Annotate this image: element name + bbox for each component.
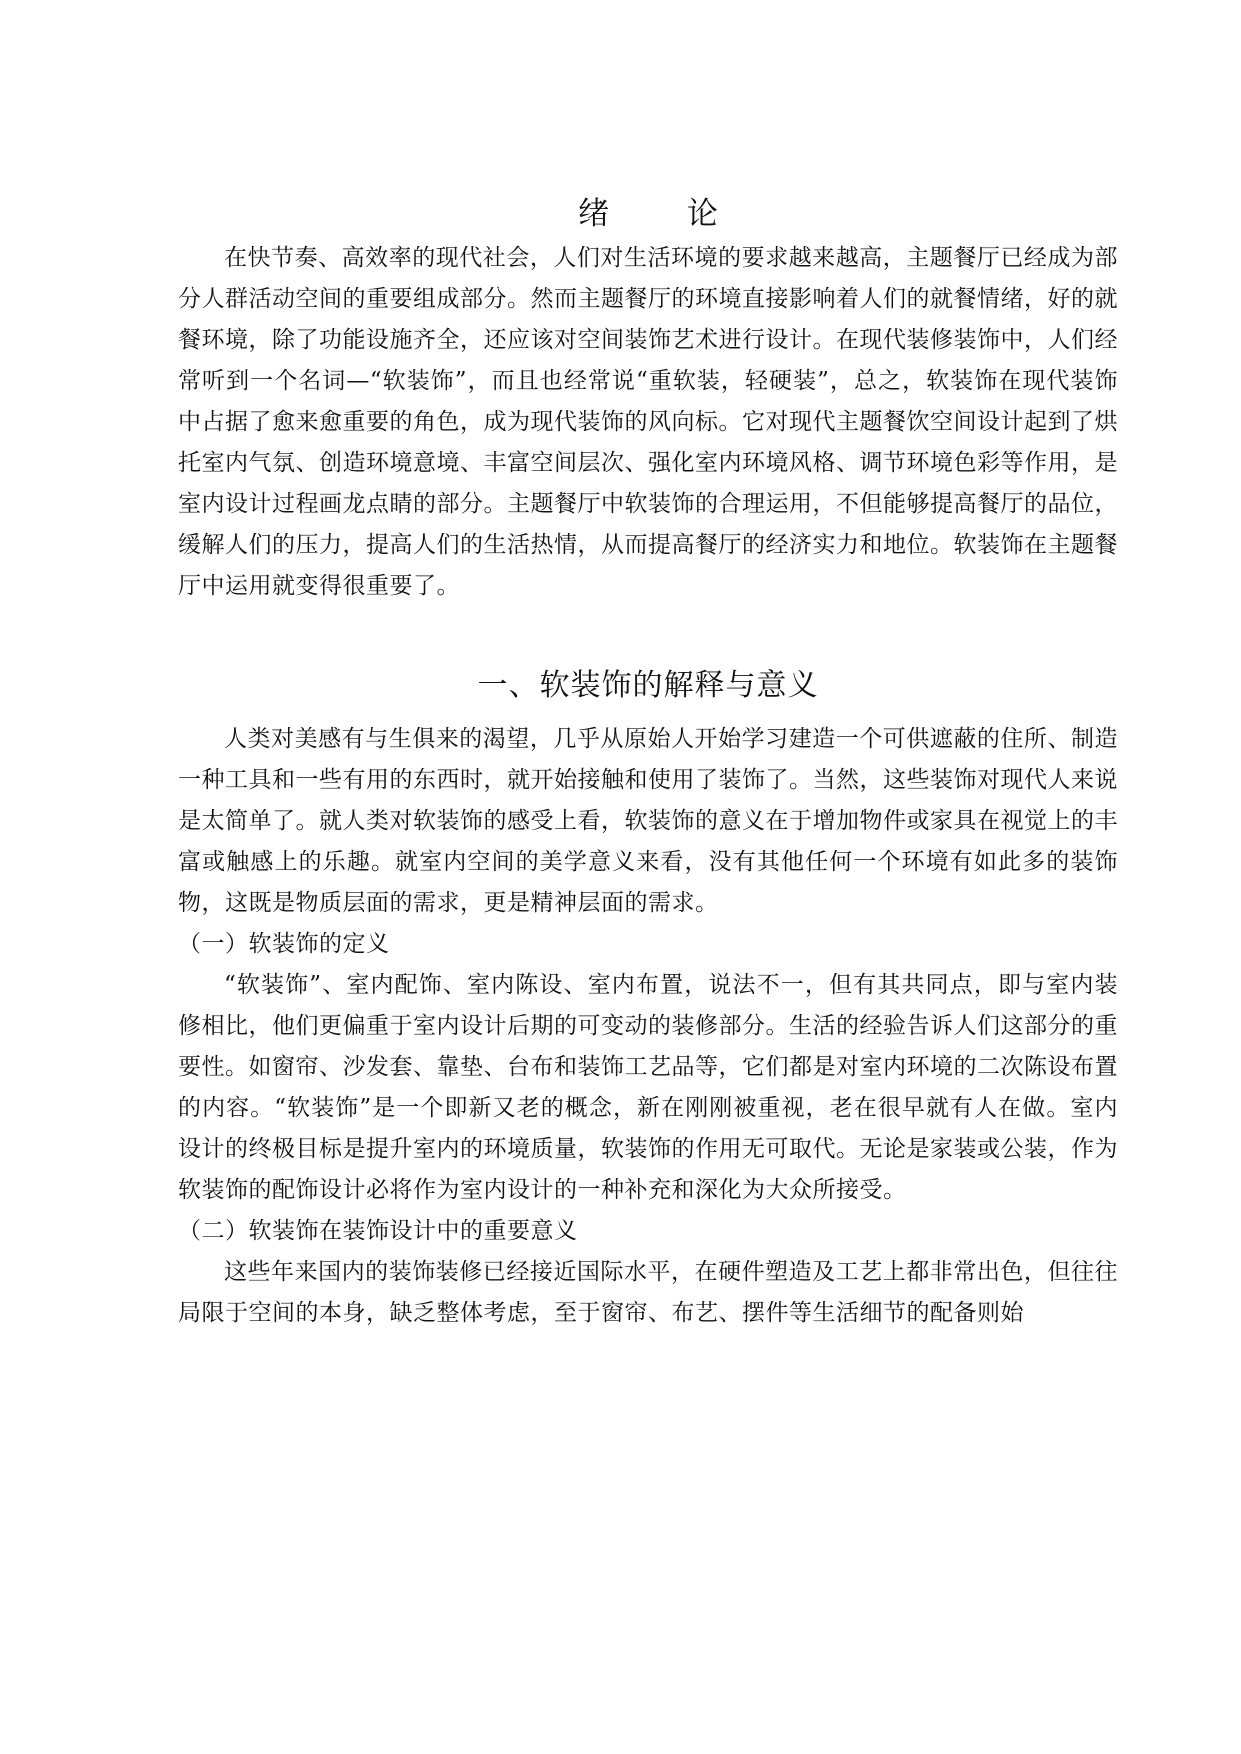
section-heading-1: 一、软装饰的解释与意义	[477, 668, 819, 703]
subsection-1-paragraph: “软装饰”、室内配饰、室内陈设、室内布置，说法不一，但有其共同点，即与室内装修相比，他们更偏重于室内设计后期的可变动的装修部分。生活的经验告诉人们这部分的重要性。如窗帘、沙发套、靠垫、台布和装饰工艺品等，它们都是对室内环境的二次陈设布置的内容。“软装饰”是一个即新又老的概念，新在刚刚被重视，老在很早就有人在做。室内设计的终极目标是提升室内的环境质量，软装饰的作用无可取代。无论是家装或公装，作为软装饰的配饰设计必将作为室内设计的一种补充和深化为大众所接受。	[178, 972, 1118, 1203]
section-spacer	[178, 607, 1118, 643]
document-title: 绪 论	[578, 196, 752, 232]
section-1-paragraph: 人类对美感有与生俱来的渴望，几乎从原始人开始学习建造一个可供遮蔽的住所、制造一种工具和一些有用的东西时，就开始接触和使用了装饰了。当然，这些装饰对现代人来说是太简单了。就人类对软装饰的感受上看，软装饰的意义在于增加物件或家具在视觉上的丰富或触感上的乐趣。就室内空间的美学意义来看，没有其他任何一个环境有如此多的装饰物，这既是物质层面的需求，更是精神层面的需求。	[178, 726, 1118, 916]
intro-paragraph: 在快节奏、高效率的现代社会，人们对生活环境的要求越来越高，主题餐厅已经成为部分人群活动空间的重要组成部分。然而主题餐厅的环境直接影响着人们的就餐情绪，好的就餐环境，除了功能设施齐全，还应该对空间装饰艺术进行设计。在现代装修装饰中，人们经常听到一个名词—“软装饰”，而且也经常说“重软装，轻硬装”，总之，软装饰在现代装饰中占据了愈来愈重要的角色，成为现代装饰的风向标。它对现代主题餐饮空间设计起到了烘托室内气氛、创造环境意境、丰富空间层次、强化室内环境风格、调节环境色彩等作用，是室内设计过程画龙点睛的部分。主题餐厅中软装饰的合理运用，不但能够提高餐厅的品位，缓解人们的压力，提高人们的生活热情，从而提高餐厅的经济实力和地位。软装饰在主题餐厅中运用就变得很重要了。	[178, 245, 1118, 599]
document-body	[178, 190, 1118, 1334]
subsection-heading-1: （一）软装饰的定义	[178, 931, 390, 957]
subsection-2-paragraph: 这些年来国内的装饰装修已经接近国际水平，在硬件塑造及工艺上都非常出色，但往往局限于空间的本身，缺乏整体考虑，至于窗帘、布艺、摆件等生活细节的配备则始	[178, 1259, 1118, 1326]
subsection-heading-2: （二）软装饰在装饰设计中的重要意义	[178, 1218, 578, 1244]
